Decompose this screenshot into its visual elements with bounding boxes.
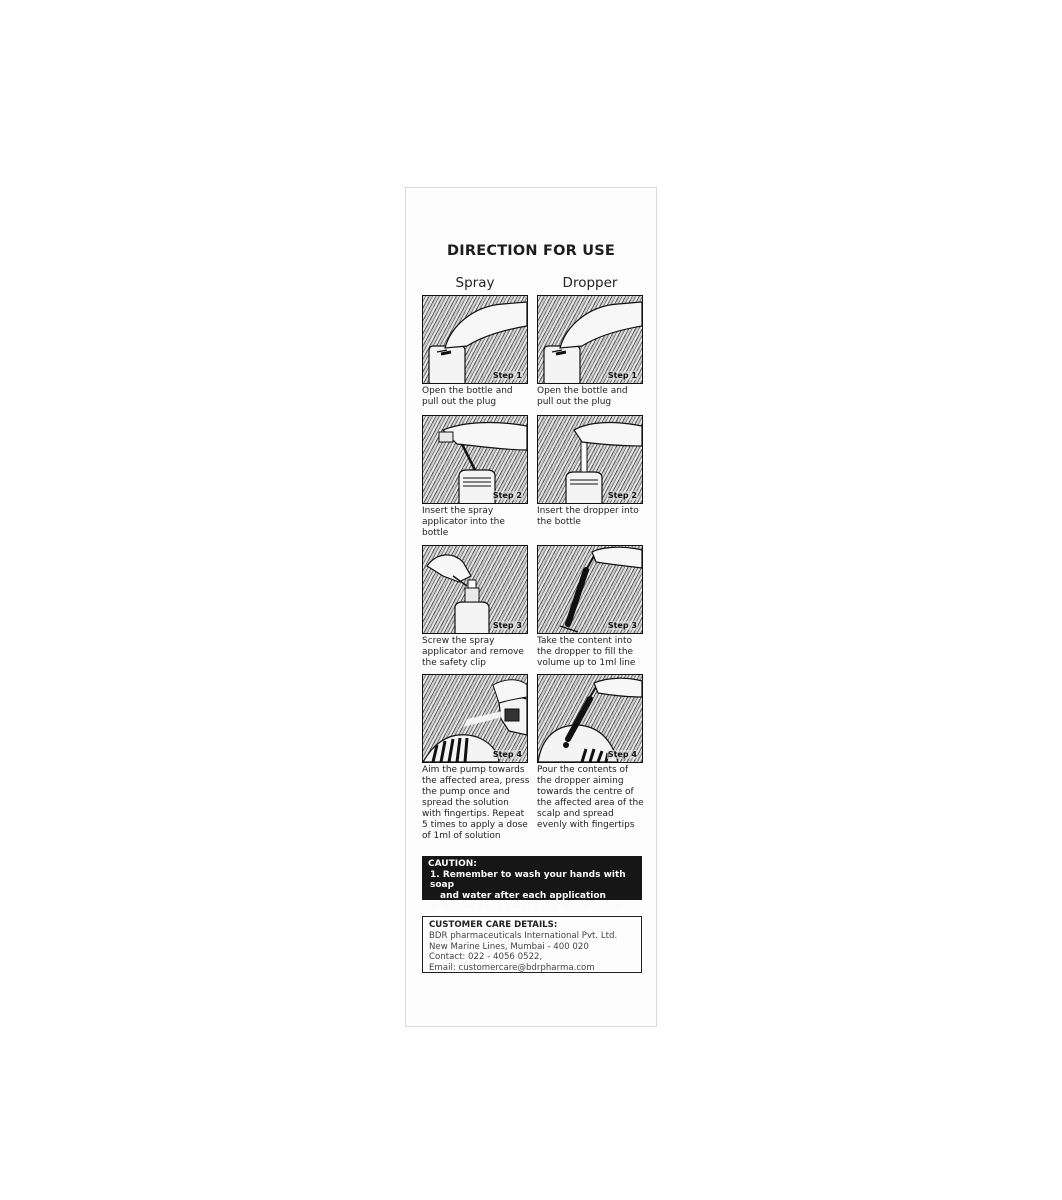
dropper-step-2: [537, 415, 643, 528]
dropper-step-3-illustration: [537, 545, 643, 634]
spray-step-2-illustration: [422, 415, 528, 504]
column-heading-dropper: Dropper: [562, 275, 618, 291]
spray-step-3-caption: Screw the spray applicator and remove the safety clip: [422, 636, 524, 668]
instruction-card: [405, 187, 657, 1027]
customer-care-company: BDR pharmaceuticals International Pvt. Ltd.: [429, 930, 618, 941]
caution-item-1: 1. Remember to wash your hands with soap: [430, 869, 626, 890]
dropper-step-4: [537, 674, 643, 831]
spray-step-1-caption: Open the bottle and pull out the plug: [422, 386, 513, 407]
caution-box: [422, 856, 642, 922]
caution-item-1-continued: and water after each application: [440, 890, 606, 901]
dropper-step-1-illustration: [537, 295, 643, 384]
step-label: Step 4: [607, 750, 637, 759]
dropper-step-3: [537, 545, 643, 669]
step-label: Step 2: [607, 491, 637, 500]
step-label: Step 4: [492, 750, 522, 759]
customer-care-email: Email: customercare@bdrpharma.com: [429, 963, 595, 974]
step-label: Step 1: [492, 371, 522, 380]
dropper-step-2-caption: Insert the dropper into the bottle: [537, 506, 639, 527]
spray-step-1: [422, 295, 528, 408]
spray-step-2: [422, 415, 528, 539]
customer-care-heading: CUSTOMER CARE DETAILS:: [429, 920, 558, 930]
step-label: Step 3: [607, 621, 637, 630]
spray-step-4-caption: Aim the pump towards the affected area, press the pump once and spread the solution with fingertips. Repeat 5 times to apply a dose of 1ml of solution: [422, 765, 530, 841]
dropper-step-1: [537, 295, 643, 408]
spray-step-2-caption: Insert the spray applicator into the bottle: [422, 506, 505, 538]
dropper-step-2-illustration: [537, 415, 643, 504]
spray-step-4-illustration: [422, 674, 528, 763]
dropper-step-4-caption: Pour the contents of the dropper aiming towards the centre of the affected area of the scalp and spread evenly with fingertips: [537, 765, 644, 830]
dropper-step-3-caption: Take the content into the dropper to fill the volume up to 1ml line: [537, 636, 636, 668]
step-label: Step 2: [492, 491, 522, 500]
dropper-step-4-illustration: [537, 674, 643, 763]
page-title: DIRECTION FOR USE: [447, 243, 615, 259]
step-label: Step 1: [607, 371, 637, 380]
customer-care-box: [422, 916, 642, 973]
dropper-step-1-caption: Open the bottle and pull out the plug: [537, 386, 628, 407]
spray-step-3: [422, 545, 528, 669]
step-label: Step 3: [492, 621, 522, 630]
spray-step-4: [422, 674, 528, 842]
caution-item-2: 2. Replace the safety clip when not in use: [430, 901, 622, 922]
customer-care-contact: Contact: 022 - 4056 0522,: [429, 952, 543, 963]
customer-care-address: New Marine Lines, Mumbai - 400 020: [429, 941, 589, 952]
spray-step-1-illustration: [422, 295, 528, 384]
spray-step-3-illustration: [422, 545, 528, 634]
column-heading-spray: Spray: [455, 275, 495, 291]
caution-heading: CAUTION:: [428, 859, 477, 869]
